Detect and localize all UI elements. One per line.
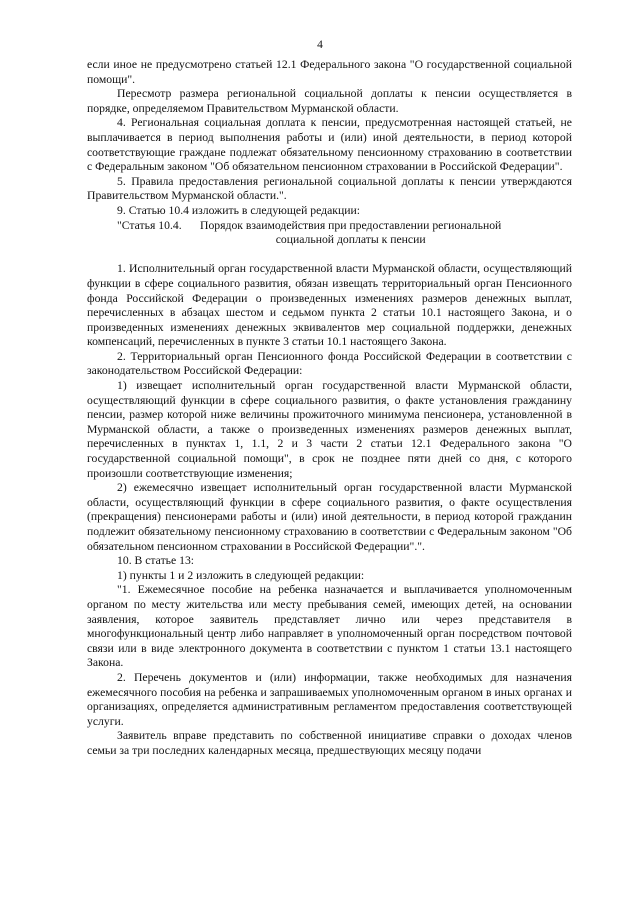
paragraph: 10. В статье 13: <box>117 554 195 568</box>
paragraph: 1) извещает исполнительный орган государственной власти Мурманской области, осуществляющий функции в сфере социального развития, о факте установления гражданину пенсии, размер которой ниже величины прожиточного минимума пенсионера, установленной в Мурманской области, а также о произведенных изменениях размеров денежных выплат, перечисленных в пунктах 1, 1.1, 2 и 3 части 2 статьи 12.1 Федерального закона "О государственной социальной помощи", в срок не позднее пяти дней со дня, с которого произошли соответствующие изменения; <box>87 379 572 480</box>
paragraph: Заявитель вправе представить по собственной инициативе справки о доходах членов семьи за три последних календарных месяца, предшествующих месяцу подачи <box>87 729 572 757</box>
paragraph: 2. Перечень документов и (или) информации, также необходимых для назначения ежемесячного пособия на ребенка и запрашиваемых уполномоченным органом в иных органах и организациях, определяется административным регламентом предоставления соответствующей услуги. <box>87 670 572 728</box>
article-heading <box>87 219 572 248</box>
page-number: 4 <box>317 39 323 51</box>
paragraph: 9. Статью 10.4 изложить в следующей редакции: <box>117 203 360 217</box>
document-body <box>87 58 572 759</box>
paragraph: 5. Правила предоставления региональной социальной доплаты к пенсии утверждаются Правительством Мурманской области.". <box>87 174 572 203</box>
paragraph: Пересмотр размера региональной социальной доплаты к пенсии осуществляется в порядке, определяемом Правительством Мурманской области. <box>87 87 572 115</box>
paragraph: 2) ежемесячно извещает исполнительный орган государственной власти Мурманской области, осуществляющий функции в сфере социального развития, о факте осуществления (прекращения) пенсионерами работы и (или) иной деятельности, в период которой гражданин подлежит обязательному пенсионному страхованию в соответствии с Федеральным законом "Об обязательном пенсионном страховании в Российской Федерации".". <box>87 481 572 553</box>
paragraph: "1. Ежемесячное пособие на ребенка назначается и выплачивается уполномоченным органом по месту жительства или месту пребывания семей, имеющих детей, на основании заявления, которое заявитель представляет лично или через представителя в многофункциональный центр либо направляет в уполномоченный орган посредством почтовой связи или в виде электронного документа в соответствии с пунктом 1 статьи 13.1 настоящего Закона. <box>87 583 572 670</box>
paragraph: 2. Территориальный орган Пенсионного фонда Российской Федерации в соответствии с законодательством Российской Федерации: <box>87 349 572 378</box>
paragraph: 1) пункты 1 и 2 изложить в следующей редакции: <box>117 568 365 582</box>
paragraph: если иное не предусмотрено статьей 12.1 Федерального закона "О государственной социальной помощи". <box>87 58 572 86</box>
article-heading-title: Порядок взаимодействия при предоставлении региональной социальной доплаты к пенсии <box>200 218 502 247</box>
paragraph: 1. Исполнительный орган государственной власти Мурманской области, осуществляющий функции в сфере социального развития, обязан извещать территориальный орган Пенсионного фонда Российской Федерации о произведенных изменениях размеров денежных выплат, перечисленных в абзацах шестом и седьмом пункта 2 статьи 10.1 настоящего Закона, и о произведенных изменениях денежных эквивалентов мер социальной поддержки, денежных компенсаций, перечисленных в пункте 3 статьи 10.1 настоящего Закона. <box>87 262 572 349</box>
paragraph: 4. Региональная социальная доплата к пенсии, предусмотренная настоящей статьей, не выплачивается в период выполнения работы и (или) иной деятельности, в период которой соответствующие граждане подлежат обязательному пенсионному страхованию в соответствии с Федеральным законом "Об обязательном пенсионном страховании в Российской Федерации". <box>87 116 572 174</box>
article-heading-lead: "Статья 10.4. <box>117 218 182 232</box>
